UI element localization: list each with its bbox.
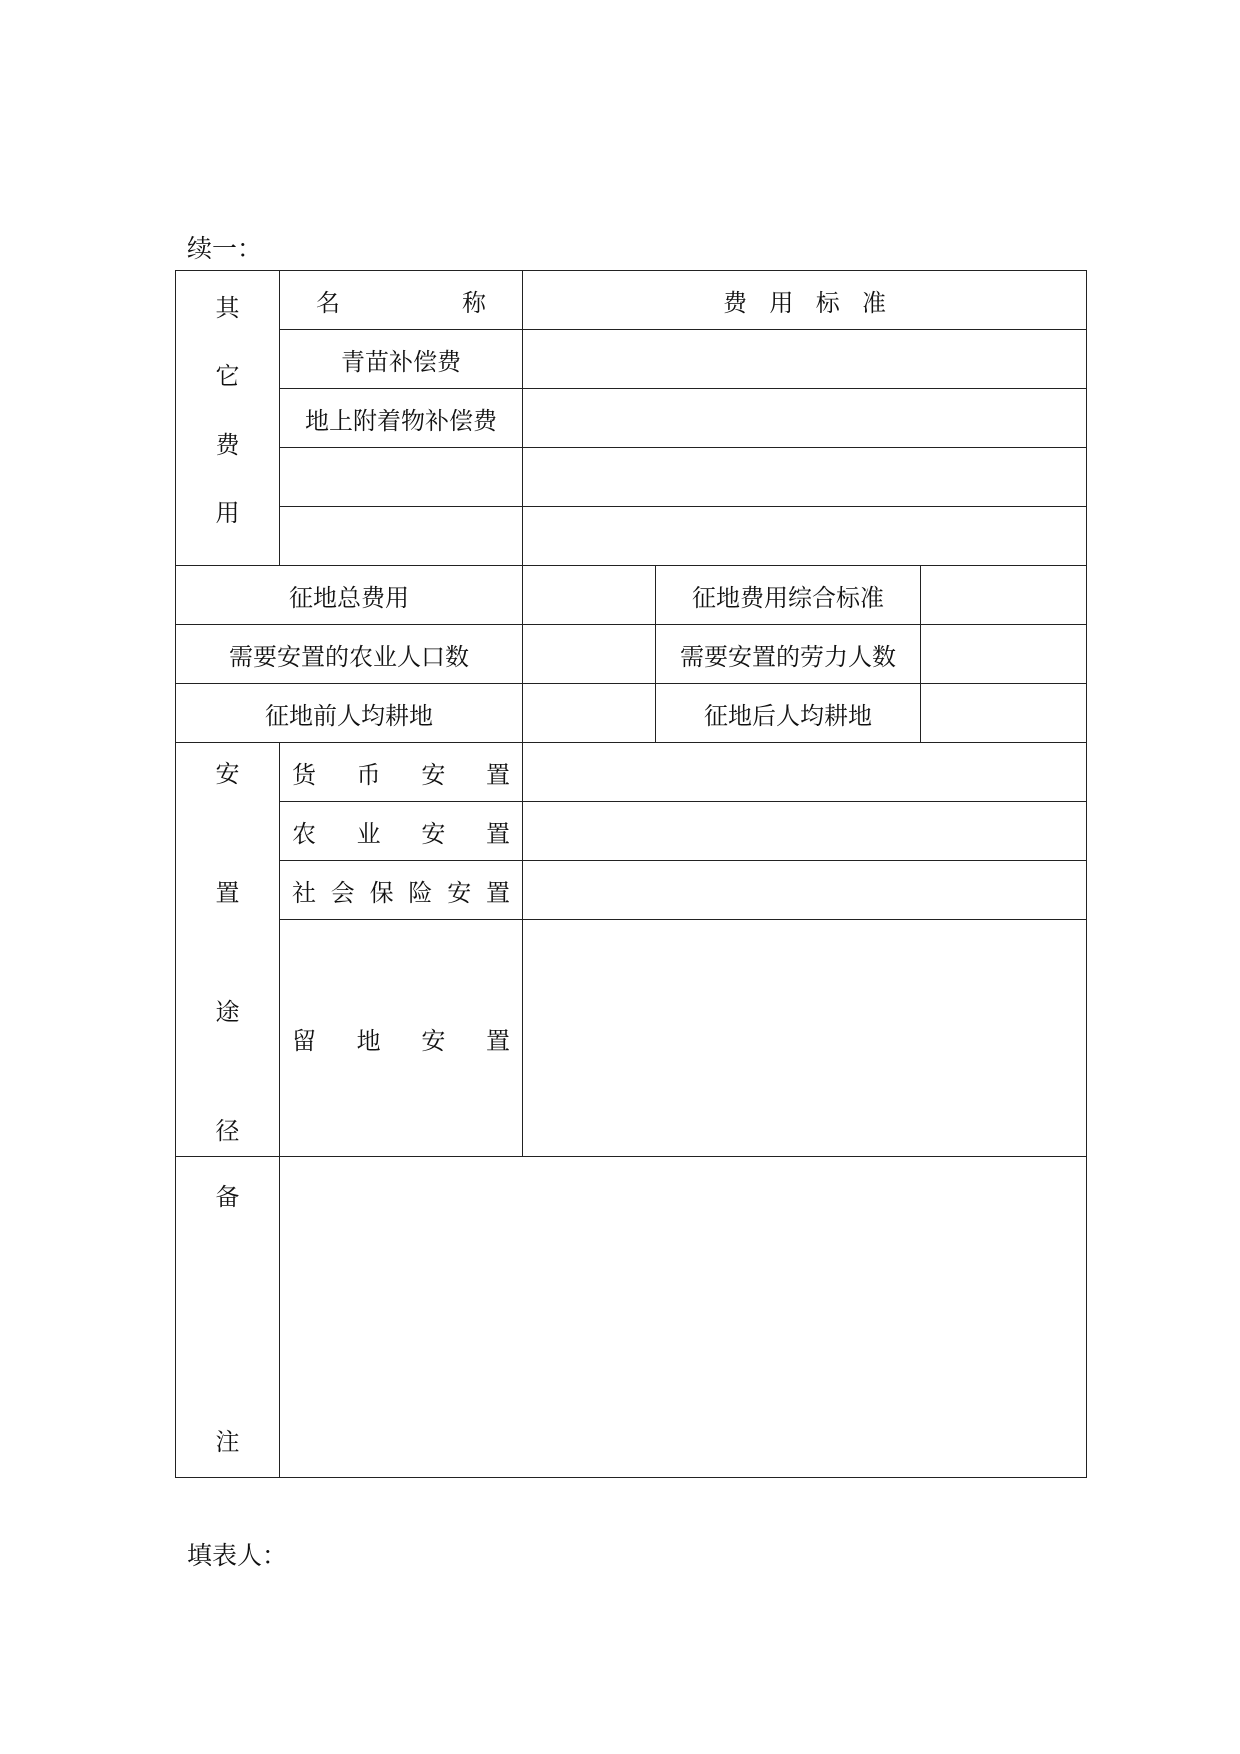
summary-value-field[interactable] — [523, 684, 656, 743]
fee-standard-field[interactable] — [523, 330, 1087, 389]
fee-standard-field[interactable] — [523, 389, 1087, 448]
placement-char: 安 — [215, 759, 240, 788]
placement-char: 径 — [215, 1116, 240, 1145]
fee-name-field[interactable] — [280, 507, 523, 566]
placement-method-label: 社 会 保 险 安 置 — [280, 861, 523, 920]
continuation-label: 续一： — [187, 234, 263, 263]
placement-value-field[interactable] — [523, 743, 1087, 802]
name-column-header: 名 称 — [280, 271, 523, 330]
fee-name-cell: 青苗补偿费 — [280, 330, 523, 389]
other-fees-char: 用 — [215, 498, 240, 527]
summary-value-field[interactable] — [523, 625, 656, 684]
summary-label: 征地后人均耕地 — [656, 684, 921, 743]
form-filler-label: 填表人： — [187, 1541, 288, 1570]
other-fees-section-label — [176, 271, 280, 566]
summary-value-field[interactable] — [921, 684, 1087, 743]
placement-char: 途 — [215, 997, 240, 1026]
placement-method-label: 留 地 安 置 — [280, 920, 523, 1157]
summary-label: 征地前人均耕地 — [176, 684, 523, 743]
remarks-field[interactable] — [280, 1157, 1087, 1478]
fee-standard-field[interactable] — [523, 448, 1087, 507]
placement-section-label — [176, 743, 280, 1157]
placement-value-field[interactable] — [523, 861, 1087, 920]
remarks-char: 注 — [215, 1428, 240, 1456]
other-fees-char: 其 — [215, 294, 240, 322]
summary-value-field[interactable] — [921, 625, 1087, 684]
fee-name-cell: 地上附着物补偿费 — [280, 389, 523, 448]
remarks-char: 备 — [215, 1183, 240, 1211]
summary-label: 需要安置的劳力人数 — [656, 625, 921, 684]
placement-method-label: 货 币 安 置 — [280, 743, 523, 802]
placement-method-label: 农 业 安 置 — [280, 802, 523, 861]
fee-name-field[interactable] — [280, 448, 523, 507]
other-fees-char: 它 — [215, 362, 240, 391]
placement-char: 置 — [215, 878, 240, 907]
summary-label: 征地总费用 — [176, 566, 523, 625]
summary-label: 需要安置的农业人口数 — [176, 625, 523, 684]
remarks-section-label — [176, 1157, 280, 1478]
other-fees-char: 费 — [215, 430, 240, 459]
summary-label: 征地费用综合标准 — [656, 566, 921, 625]
land-acquisition-form-table — [175, 270, 1087, 1478]
summary-value-field[interactable] — [921, 566, 1087, 625]
placement-value-field[interactable] — [523, 802, 1087, 861]
placement-value-field[interactable] — [523, 920, 1087, 1157]
standard-column-header: 费 用 标 准 — [523, 271, 1087, 330]
summary-value-field[interactable] — [523, 566, 656, 625]
fee-standard-field[interactable] — [523, 507, 1087, 566]
